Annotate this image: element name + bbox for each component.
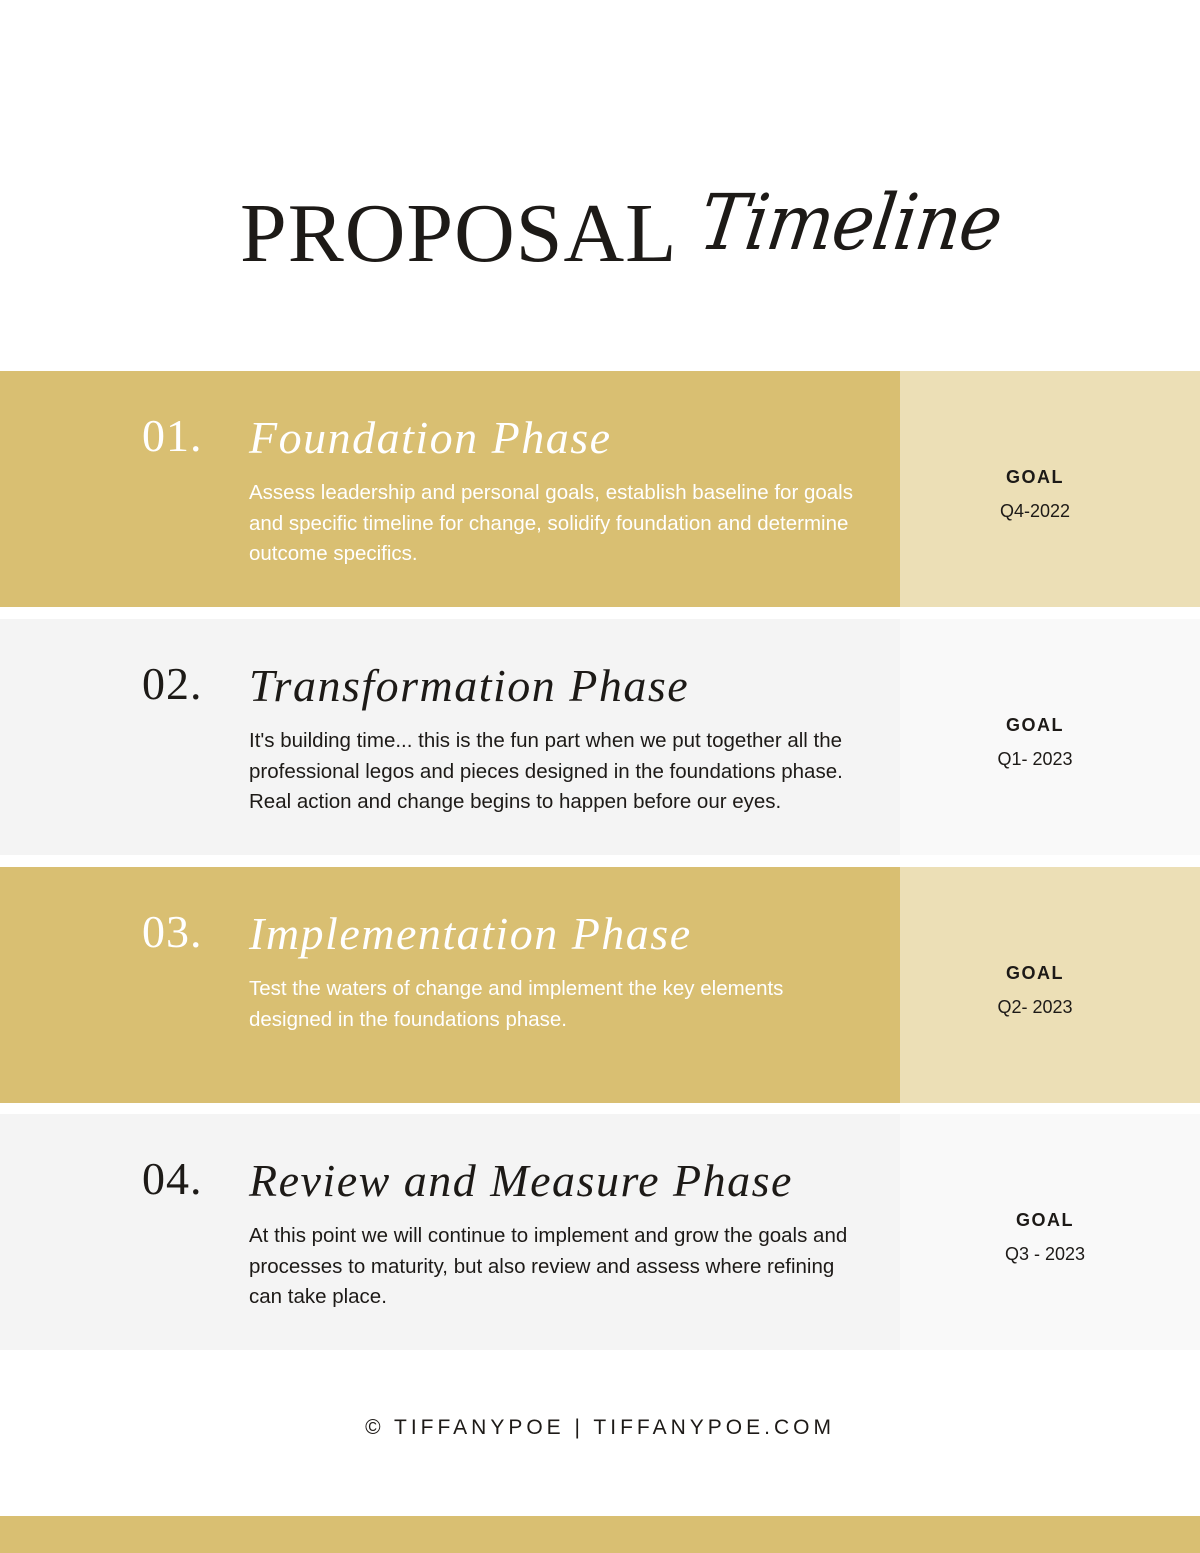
phase-description: Assess leadership and personal goals, establish baseline for goals and specific timeline for change, solidify foundation and determine outcome specifics. bbox=[249, 481, 853, 565]
phase-number: 03. bbox=[142, 906, 203, 957]
phase-goal-panel bbox=[900, 1114, 1200, 1350]
page-title bbox=[0, 177, 1200, 290]
goal-date: Q1- 2023 bbox=[997, 749, 1073, 769]
phase-goal-panel bbox=[900, 371, 1200, 607]
phase-foundation bbox=[0, 371, 1200, 607]
phase-title: Transformation Phase bbox=[249, 660, 690, 711]
goal-date: Q4-2022 bbox=[999, 501, 1071, 521]
phase-transformation bbox=[0, 619, 1200, 855]
phase-goal-panel bbox=[900, 867, 1200, 1103]
phase-title: Foundation Phase bbox=[249, 412, 612, 463]
goal-date: Q3 - 2023 bbox=[1004, 1244, 1086, 1264]
phase-number: 01. bbox=[142, 410, 203, 461]
phase-description: It's building time... this is the fun part when we put together all the professional legos and pieces designed in the foundations phase. Real action and change begins to happen before our eyes. bbox=[249, 729, 843, 813]
phase-implementation bbox=[0, 867, 1200, 1103]
phase-main-panel bbox=[0, 867, 900, 1103]
bottom-bar bbox=[0, 1516, 1200, 1553]
phase-main-panel bbox=[0, 619, 900, 855]
goal-date: Q2- 2023 bbox=[997, 997, 1073, 1017]
phase-review-measure bbox=[0, 1114, 1200, 1350]
goal-label: GOAL bbox=[1006, 963, 1064, 983]
phase-description: At this point we will continue to implement and grow the goals and processes to maturity, but also review and assess where refining can take place. bbox=[249, 1224, 848, 1308]
goal-label: GOAL bbox=[1006, 467, 1064, 487]
phase-number: 02. bbox=[142, 658, 203, 709]
phase-number: 04. bbox=[142, 1153, 203, 1204]
phase-main-panel bbox=[0, 371, 900, 607]
phase-title: Implementation Phase bbox=[249, 908, 692, 959]
footer-credit: © TIFFANYPOE | TIFFANYPOE.COM bbox=[365, 1416, 835, 1439]
title-script: Timeline bbox=[694, 177, 1008, 268]
title-main: PROPOSAL bbox=[240, 187, 678, 280]
phase-title: Review and Measure Phase bbox=[249, 1155, 793, 1206]
goal-label: GOAL bbox=[1006, 715, 1064, 735]
phase-main-panel bbox=[0, 1114, 900, 1350]
phase-description: Test the waters of change and implement the key elements designed in the foundations phase. bbox=[249, 977, 784, 1031]
goal-label: GOAL bbox=[1016, 1210, 1074, 1230]
phase-goal-panel bbox=[900, 619, 1200, 855]
